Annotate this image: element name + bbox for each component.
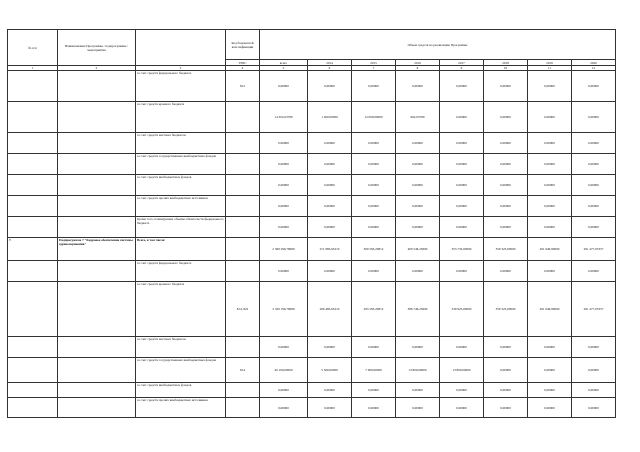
row-value: 0,00000 [484,261,528,282]
row-value: 0,00000 [396,217,440,238]
row-value: 0,00000 [440,217,484,238]
row-value: 0,00000 [396,154,440,175]
row-value: 0,00000 [440,133,484,154]
row-source: за счет средств прочих внебюджетных источников [136,196,226,217]
row-value: 0,00000 [528,133,572,154]
row-code [226,175,260,196]
column-index: 2 [58,66,136,71]
row-value: 0,00000 [484,217,528,238]
column-index: 11 [528,66,572,71]
row-value: 0,00000 [308,217,352,238]
row-value: 0,00000 [484,102,528,133]
row-code [226,238,260,261]
row-value: 0,00000 [572,261,616,282]
row-value: 0,00000 [528,217,572,238]
row-value: 0,00000 [260,261,308,282]
row-value: 0,00000 [440,154,484,175]
row-value: 0,00000 [528,102,572,133]
row-value: 291 477,03357 [572,238,616,261]
row-value: 0,00000 [260,175,308,196]
table-row [8,383,616,398]
row-num [8,358,58,383]
row-value: 0,00000 [308,261,352,282]
row-value: 0,00000 [528,196,572,217]
row-name [58,71,136,102]
row-value: 0,00000 [440,71,484,102]
row-num [8,261,58,282]
row-code: 814, 822 [226,282,260,337]
row-value: 0,00000 [308,196,352,217]
row-value: 0,00000 [572,383,616,398]
row-value: 0,00000 [528,154,572,175]
row-value: 0,00000 [528,383,572,398]
table-row [8,337,616,358]
row-name [58,217,136,238]
table-row [8,133,616,154]
row-value: 359 323,00000 [484,282,528,337]
header-year: 2016 [396,60,440,66]
row-source: за счет средств внебюджетных фондов [136,383,226,398]
row-value: 0,00000 [352,383,396,398]
row-value: 0,00000 [484,175,528,196]
row-code: 812 [226,71,260,102]
row-num [8,337,58,358]
row-value: 0,00000 [440,383,484,398]
row-name [58,175,136,196]
row-value: 0,00000 [260,133,308,154]
row-value: 0,00000 [396,383,440,398]
row-value: 0,00000 [260,154,308,175]
row-value: 0,00000 [572,398,616,418]
row-value: 1 400,00000 [308,102,352,133]
header-year: 2019 [528,60,572,66]
row-value: 266 483,63210 [308,282,352,337]
row-name [58,196,136,217]
row-value: 14 302,63780 [260,102,308,133]
row-name [58,261,136,282]
row-value: 0,00000 [484,133,528,154]
row-num [8,154,58,175]
row-name [58,102,136,133]
row-value: 13 800,00000 [396,358,440,383]
row-name [58,154,136,175]
table-row [8,102,616,133]
row-value: 0,00000 [352,398,396,418]
row-name [58,383,136,398]
row-source: за счет средств краевого бюджета [136,282,226,337]
row-source: за счет средств краевого бюджета [136,102,226,133]
row-num [8,398,58,418]
row-value: 0,00000 [396,175,440,196]
row-value: 0,00000 [396,261,440,282]
header-grbs: ГРБС [226,60,260,66]
row-value: 0,00000 [352,196,396,217]
row-num [8,383,58,398]
row-value: 40 100,00000 [260,358,308,383]
row-value: 0,00000 [352,133,396,154]
row-value: 0,00000 [572,217,616,238]
row-value: 0,00000 [572,337,616,358]
row-value: 0,00000 [352,71,396,102]
row-code [226,154,260,175]
table-row [8,217,616,238]
row-value: 0,00000 [352,154,396,175]
row-value: 0,00000 [308,175,352,196]
header-name: Наименование Программы / подпрограммы / мероприятия [58,30,136,66]
row-value: 0,00000 [308,154,352,175]
table-row [8,358,616,383]
row-value: 339 923,00000 [440,282,484,337]
row-value: 0,00000 [308,71,352,102]
row-value: 0,00000 [396,196,440,217]
row-value: 0,00000 [440,337,484,358]
row-value: 0,00000 [352,337,396,358]
row-value: 0,00000 [260,196,308,217]
row-code [226,337,260,358]
column-index: 1 [8,66,58,71]
row-value: 300 593,20812 [352,238,396,261]
row-code [226,261,260,282]
row-value: 0,00000 [440,196,484,217]
header-year: 2015 [352,60,396,66]
column-index: 8 [396,66,440,71]
row-num [8,71,58,102]
row-value: 400 546,23690 [396,238,440,261]
row-value: 0,00000 [572,133,616,154]
row-value: 13 800,00000 [440,358,484,383]
header-year: всего [260,60,308,66]
table-row [8,398,616,418]
column-index: 6 [308,66,352,71]
row-source: за счет средств федерального бюджета [136,261,226,282]
table-row [8,261,616,282]
row-source: Всего, в том числе: [136,238,226,261]
row-value: 0,00000 [572,175,616,196]
row-value: 0,00000 [396,337,440,358]
row-num [8,196,58,217]
row-value: 291 649,90000 [528,282,572,337]
row-num [8,175,58,196]
column-index: 7 [352,66,396,71]
row-value: 353 733,00000 [440,238,484,261]
row-code [226,102,260,133]
row-code [226,196,260,217]
row-value: 0,00000 [308,337,352,358]
row-value: 12 000,00000 [352,102,396,133]
column-index: 10 [484,66,528,71]
row-value: 0,00000 [260,217,308,238]
row-value: 0,00000 [528,261,572,282]
row-value: 0,00000 [260,398,308,418]
header-funding: Объем средств на реализацию Программы [260,30,616,60]
row-num [8,217,58,238]
column-index: 12 [572,66,616,71]
row-value: 0,00000 [484,383,528,398]
row-source: за счет средств внебюджетных фондов [136,175,226,196]
row-source: за счет средств прочих внебюджетных источников [136,398,226,418]
row-name: Подпрограмма 7 "Кадровое обеспечение системы здравоохранения" [58,238,136,261]
row-num [8,102,58,133]
row-value: 0,00000 [484,337,528,358]
row-value: 0,00000 [528,398,572,418]
row-value: 293 593,20812 [352,282,396,337]
row-value: 0,00000 [484,71,528,102]
column-index: 9 [440,66,484,71]
row-source: за счет средств государственных внебюджетных фондов [136,358,226,383]
header-code: Код бюджетной классификации [226,30,260,60]
row-value: 271 983,63210 [308,238,352,261]
row-value: 0,00000 [484,154,528,175]
row-value: 0,00000 [308,133,352,154]
table-row [8,196,616,217]
header-num: № п/п [8,30,58,66]
row-value: 0,00000 [528,175,572,196]
row-value: 0,00000 [352,261,396,282]
row-value: 0,00000 [308,383,352,398]
row-value: 902,63780 [396,102,440,133]
table-row [8,71,616,102]
row-value: 7 000,00000 [352,358,396,383]
row-value: 0,00000 [572,71,616,102]
row-source: за счет средств федерального бюджета [136,71,226,102]
row-code: 814 [226,358,260,383]
row-name [58,133,136,154]
row-value: 0,00000 [528,358,572,383]
row-value: 291 477,03357 [572,282,616,337]
row-num [8,282,58,337]
row-value: 0,00000 [572,196,616,217]
row-value: 0,00000 [440,175,484,196]
row-value: 0,00000 [352,175,396,196]
row-source: за счет средств местных бюджетов [136,133,226,154]
row-name [58,358,136,383]
row-value: 0,00000 [308,398,352,418]
row-code [226,398,260,418]
row-value: 0,00000 [572,154,616,175]
row-name [58,337,136,358]
row-value: 0,00000 [396,398,440,418]
row-value: 0,00000 [440,398,484,418]
row-value: 0,00000 [396,71,440,102]
row-code [226,383,260,398]
row-value: 386 746,23690 [396,282,440,337]
header-year: 2014 [308,60,352,66]
row-code [226,133,260,154]
row-source: за счет средств местных бюджетов [136,337,226,358]
row-value: 0,00000 [396,133,440,154]
row-value: 2 369 296,78069 [260,238,308,261]
table-row [8,282,616,337]
header-year: 2020 [572,60,616,66]
row-source: Кроме того, планируемые объемы обязательств федерального бюджета [136,217,226,238]
column-index: 5 [260,66,308,71]
row-value: 0,00000 [528,71,572,102]
row-code [226,217,260,238]
row-value: 0,00000 [260,337,308,358]
row-value: 0,00000 [352,217,396,238]
row-value: 0,00000 [484,196,528,217]
row-value: 359 323,00000 [484,238,528,261]
row-value: 0,00000 [572,102,616,133]
header-year: 2017 [440,60,484,66]
row-value: 0,00000 [260,383,308,398]
header-year: 2018 [484,60,528,66]
table-row [8,175,616,196]
row-source: за счет средств государственных внебюджетных фондов [136,154,226,175]
row-value: 0,00000 [572,358,616,383]
row-name [58,398,136,418]
row-value: 0,00000 [440,261,484,282]
column-index: 3 [136,66,226,71]
row-num: 7. [8,238,58,261]
table-row [8,238,616,261]
row-value: 0,00000 [484,358,528,383]
column-index: 4 [226,66,260,71]
row-value: 2 329 196,78069 [260,282,308,337]
header-source [136,30,226,66]
row-value: 0,00000 [260,71,308,102]
row-value: 291 649,90000 [528,238,572,261]
row-value: 0,00000 [484,398,528,418]
row-value: 0,00000 [440,102,484,133]
table-row [8,154,616,175]
row-value: 5 500,00000 [308,358,352,383]
row-num [8,133,58,154]
row-name [58,282,136,337]
row-value: 0,00000 [528,337,572,358]
funding-table [7,29,616,418]
